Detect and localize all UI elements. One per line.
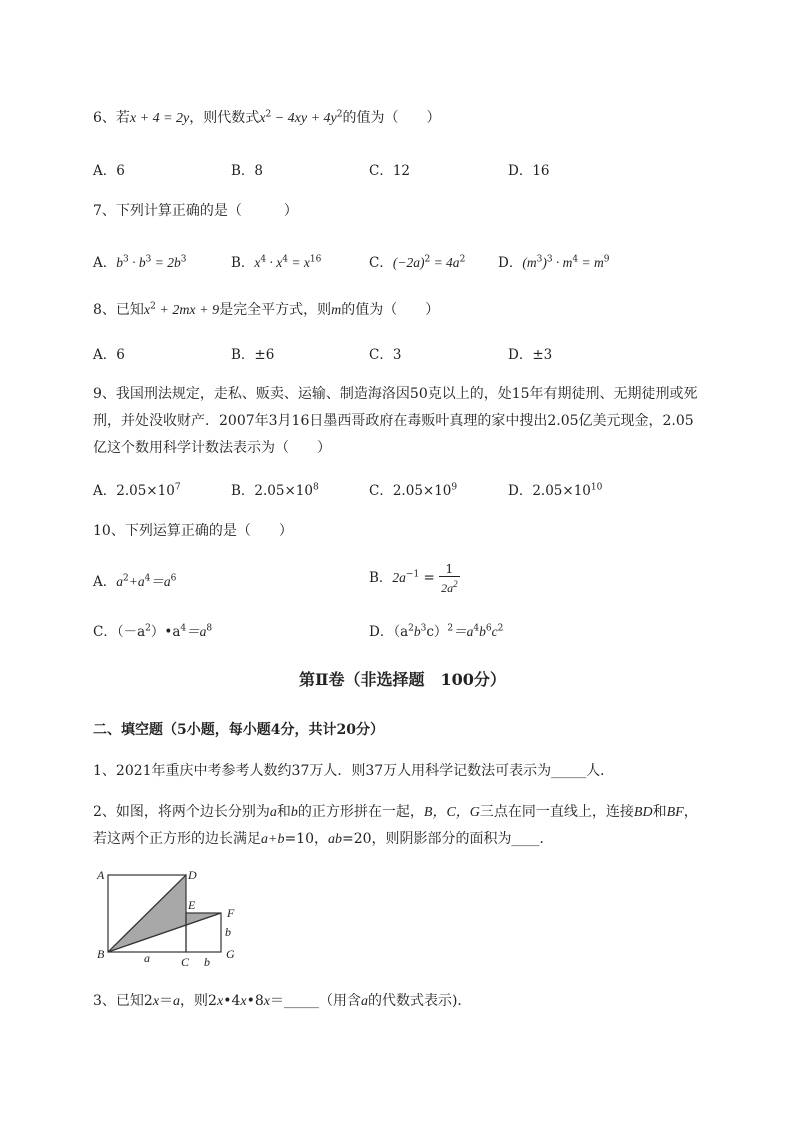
question-9-line-3: 亿这个数用科学计数法表示为（ ） xyxy=(93,440,331,456)
fill-question-1: 1、2021年重庆中考参考人数约37万人．则37万人用科学记数法可表示为_____人． xyxy=(93,763,615,779)
q6-option-d: D．16 xyxy=(508,163,550,179)
fill-question-2-line-2: 若这两个正方形的边长满足a+b=10，ab=20，则阴影部分的面积为____． xyxy=(93,831,554,847)
q10-option-a: A．$a^2+a^4=a^6$ xyxy=(93,573,177,590)
question-9-line-1: 9、我国刑法规定，走私、贩卖、运输、制造海洛因50克以上的，处15年有期徒刑、无期徒刑或死 xyxy=(93,386,698,402)
label-side-b: b xyxy=(225,925,231,939)
q8-option-c: C．3 xyxy=(369,347,402,363)
question-6-stem: 6、若x + 4 = 2y，则代数式$x^2 - 4xy + 4y^2$的值为（ ） xyxy=(93,109,441,126)
fill-question-2-line-1: 2、如图，将两个边长分别为a和b的正方形拼在一起，B，C，G三点在同一直线上，连接BD和BF， xyxy=(93,804,698,820)
question-10-stem: 10、下列运算正确的是（ ） xyxy=(93,523,293,539)
q9-option-c: C．$2.05\times 10^9$ xyxy=(369,482,458,499)
label-side-b-bottom: b xyxy=(204,955,210,969)
label-a-point: A xyxy=(97,868,105,882)
q8-option-a: A．6 xyxy=(93,347,125,363)
q10-option-c: C．$(-a^2)•a^4=a^8$ xyxy=(93,623,213,640)
q8-option-d: D．±3 xyxy=(508,347,553,363)
label-f: F xyxy=(227,906,235,920)
squares-figure xyxy=(92,862,252,970)
q8-option-b: B．±6 xyxy=(231,347,275,363)
section-title: 第Ⅱ卷（非选择题 100分） xyxy=(299,670,506,689)
label-e: E xyxy=(188,898,196,912)
q10-option-d: D．$(a^2b^3c)^2=a^4b^6c^2$ xyxy=(369,623,504,640)
q9-option-b: B．$2.05\times 10^8$ xyxy=(231,482,319,499)
answer-blank[interactable]: _____ xyxy=(283,993,319,1009)
fraction: $\frac{1}{2a^2}$ xyxy=(441,562,458,595)
q7-option-b: B．$x^4 \cdot x^4 = x^{16}$ xyxy=(231,254,322,271)
question-9-line-2: 刑，并处没收财产．2007年3月16日墨西哥政府在毒贩叶真理的家中搜出2.05亿美元现金，2.05 xyxy=(93,413,694,429)
q6-option-b: B．8 xyxy=(231,163,264,179)
q6-option-c: C．12 xyxy=(369,163,411,179)
label-d: D xyxy=(188,868,197,882)
answer-blank[interactable]: _____ xyxy=(551,763,587,779)
q9-option-d: D．$2.05\times 10^{10}$ xyxy=(508,482,603,499)
question-7-stem: 7、下列计算正确的是（ ） xyxy=(93,203,298,219)
q7-option-d: D．$(m^3)^3 \cdot m^4 = m^9$ xyxy=(498,254,610,271)
label-b-point: B xyxy=(97,947,105,961)
label-c: C xyxy=(181,955,190,969)
q7-option-a: A．$b^3 \cdot b^3 = 2b^3$ xyxy=(93,254,187,271)
section-heading: 二、填空题（5小题，每小题4分，共计20分） xyxy=(93,722,384,738)
q6-option-a: A．6 xyxy=(93,163,125,179)
q10-option-b: B．$2a^{-1}$ = $\frac{1}{2a^2}$ xyxy=(369,562,458,595)
q7-option-c: C．$(-2a)^2 = 4a^2$ xyxy=(369,254,466,271)
label-g: G xyxy=(226,947,235,961)
q9-option-a: A．$2.05\times 10^7$ xyxy=(93,482,181,499)
fill-question-3: 3、已知2x＝a，则2x•4x•8x＝_____（用含a的代数式表示)． xyxy=(93,993,472,1009)
question-8-stem: 8、已知$x^2 + 2mx + 9$是完全平方式，则m的值为（ ） xyxy=(93,301,440,318)
answer-blank[interactable]: ____ xyxy=(511,831,540,847)
label-side-a: a xyxy=(144,951,150,965)
